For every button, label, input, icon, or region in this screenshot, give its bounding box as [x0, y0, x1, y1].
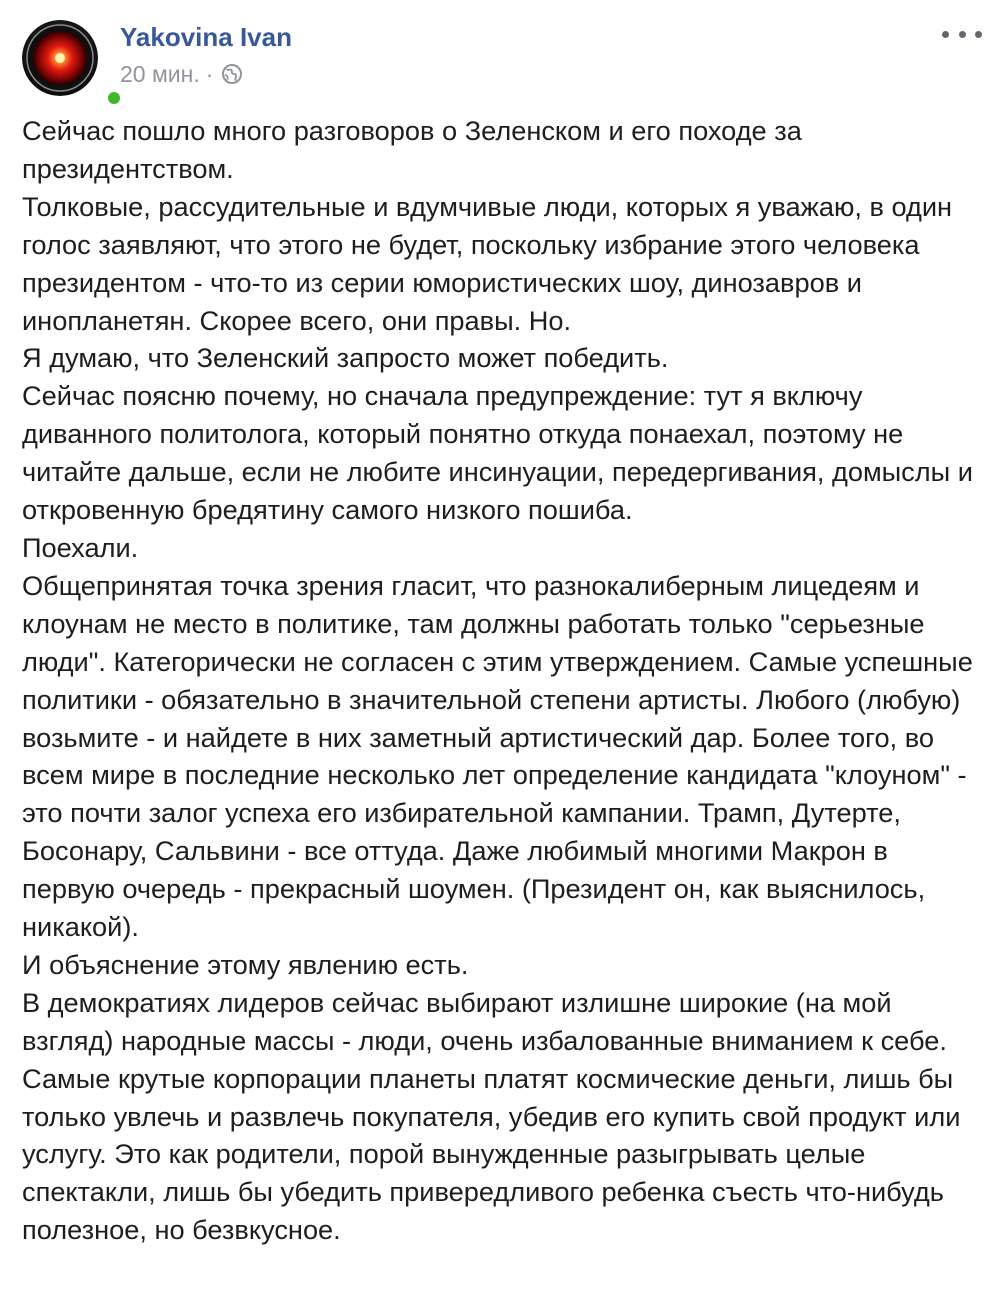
post-paragraph: Я думаю, что Зеленский запросто может победить.	[22, 342, 669, 374]
meta-separator: ·	[205, 60, 214, 87]
dot	[959, 31, 966, 38]
dot	[975, 31, 982, 38]
post-paragraph: Общепринятая точка зрения гласит, что разнокалиберным лицедеям и клоунам не место в политике, там должны работать только "серьезные люди". Категорически не согласен с этим утверждением. Самые успешные политики - обязательно в значительной степени артисты. Любого (любую) возьмите - и найдете в них заметный артистический дар. Более того, во всем мире в последние несколько лет определение кандидата "клоуном" - это почти залог успеха его избирательной кампании. Трамп, Дутерте, Босонару, Сальвини - все оттуда. Даже любимый многими Макрон в первую очередь - прекрасный шоумен. (Президент он, как выяснилось, никакой).	[22, 569, 973, 943]
post-paragraph: В демократиях лидеров сейчас выбирают излишне широкие (на мой взгляд) народные массы - люди, очень избалованные вниманием к себе. Самые крутые корпорации планеты платят космические деньги, лишь бы только увлечь и развлечь покупателя, убедив его купить свой продукт или услугу. Это как родители, порой вынужденные разыгрывать целые спектакли, лишь бы убедить привередливого ребенка съесть что-нибудь полезное, но безвкусное.	[22, 986, 961, 1246]
hal9000-red-eye-avatar[interactable]	[22, 20, 98, 96]
globe-icon[interactable]	[221, 63, 243, 85]
online-status-indicator	[105, 89, 123, 107]
post-paragraph: Толковые, рассудительные и вдумчивые люди, которых я уважаю, в один голос заявляют, что этого не будет, поскольку избрание этого человека президентом - что-то из серии юмористических шоу, динозавров и инопланетян. Скорее всего, они правы. Но.	[22, 190, 953, 336]
post-meta	[120, 58, 243, 90]
post-text	[22, 112, 982, 1249]
post-timestamp[interactable]: 20 мин.	[120, 60, 200, 87]
author-name-link[interactable]: Yakovina Ivan	[120, 22, 292, 52]
post-paragraph: Сейчас поясню почему, но сначала предупреждение: тут я включу диванного политолога, который понятно откуда понаехал, поэтому не читайте дальше, если не любите инсинуации, передергивания, домыслы и откровенную бредятину самого низкого пошиба.	[22, 380, 973, 526]
post-paragraph: И объяснение этому явлению есть.	[22, 948, 469, 980]
author-avatar-wrapper[interactable]	[22, 20, 102, 100]
post-paragraph: Сейчас пошло много разговоров о Зеленском и его походе за президентством.	[22, 115, 802, 184]
dot	[942, 31, 949, 38]
post-paragraph: Поехали.	[22, 531, 139, 563]
post-header	[0, 0, 1000, 100]
more-dots-icon[interactable]	[942, 24, 982, 44]
